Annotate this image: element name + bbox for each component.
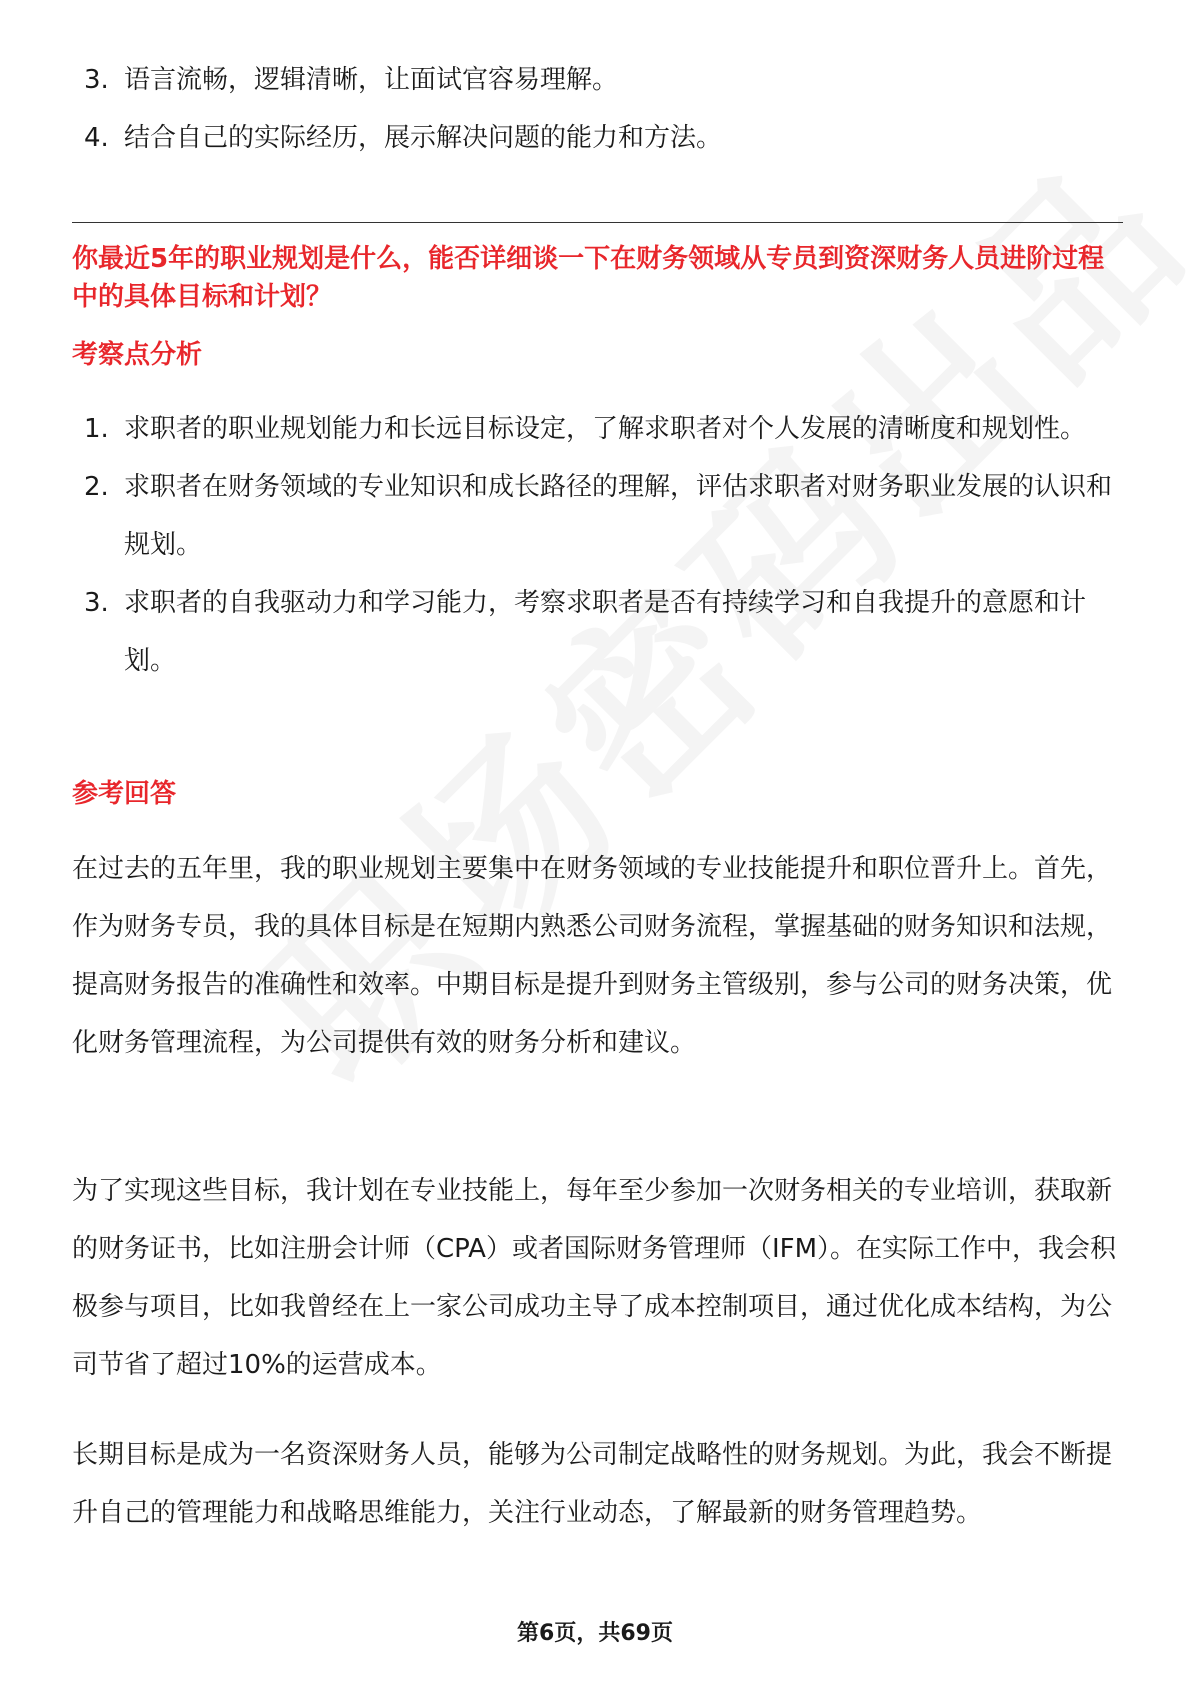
previous-answer-points <box>72 51 1122 167</box>
list-item <box>72 51 1117 109</box>
watermark <box>90 200 1151 1261</box>
list-number: 2. <box>84 472 109 502</box>
page-number: 第6页，共69页 <box>517 1621 673 1646</box>
list-item <box>72 109 1117 167</box>
section-divider <box>72 222 1123 223</box>
list-text: 结合自己的实际经历，展示解决问题的能力和方法。 <box>124 123 723 153</box>
list-text: 求职者的职业规划能力和长远目标设定，了解求职者对个人发展的清晰度和规划性。 <box>124 414 1087 444</box>
answer-paragraph: 在过去的五年里，我的职业规划主要集中在财务领域的专业技能提升和职位晋升上。首先，作为财务专员，我的具体目标是在短期内熟悉公司财务流程，掌握基础的财务知识和法规，提高财务报告的准确性和效率。中期目标是提升到财务主管级别，参与公司的财务决策，优化财务管理流程，为公司提供有效的财务分析和建议。 <box>72 854 1113 1058</box>
list-text: 求职者在财务领域的专业知识和成长路径的理解，评估求职者对财务职业发展的认识和规划。 <box>124 472 1113 560</box>
analysis-list <box>72 400 1117 690</box>
list-number: 4. <box>84 123 109 153</box>
analysis-heading: 考察点分析 <box>72 340 203 370</box>
list-number: 3. <box>84 65 109 95</box>
list-number: 1. <box>84 414 109 444</box>
answer-paragraph: 为了实现这些目标，我计划在专业技能上，每年至少参加一次财务相关的专业培训，获取新的财务证书，比如注册会计师（CPA）或者国际财务管理师（IFM）。在实际工作中，我会积极参与项目，比如我曾经在上一家公司成功主导了成本控制项目，通过优化成本结构，为公司节省了超过10%的运营成本。 <box>72 1176 1117 1380</box>
interview-question: 你最近5年的职业规划是什么，能否详细谈一下在财务领域从专员到资深财务人员进阶过程中的具体目标和计划？ <box>72 244 1105 312</box>
list-text: 语言流畅，逻辑清晰，让面试官容易理解。 <box>124 65 619 95</box>
answer-heading: 参考回答 <box>72 779 177 809</box>
list-item <box>72 574 1117 690</box>
list-text: 求职者的自我驱动力和学习能力，考察求职者是否有持续学习和自我提升的意愿和计划。 <box>124 588 1087 676</box>
list-item <box>72 458 1117 574</box>
list-number: 3. <box>84 588 109 618</box>
top-list-container <box>72 0 1122 167</box>
answer-paragraph: 长期目标是成为一名资深财务人员，能够为公司制定战略性的财务规划。为此，我会不断提升自己的管理能力和战略思维能力，关注行业动态，了解最新的财务管理趋势。 <box>72 1440 1113 1528</box>
list-item <box>72 400 1117 458</box>
